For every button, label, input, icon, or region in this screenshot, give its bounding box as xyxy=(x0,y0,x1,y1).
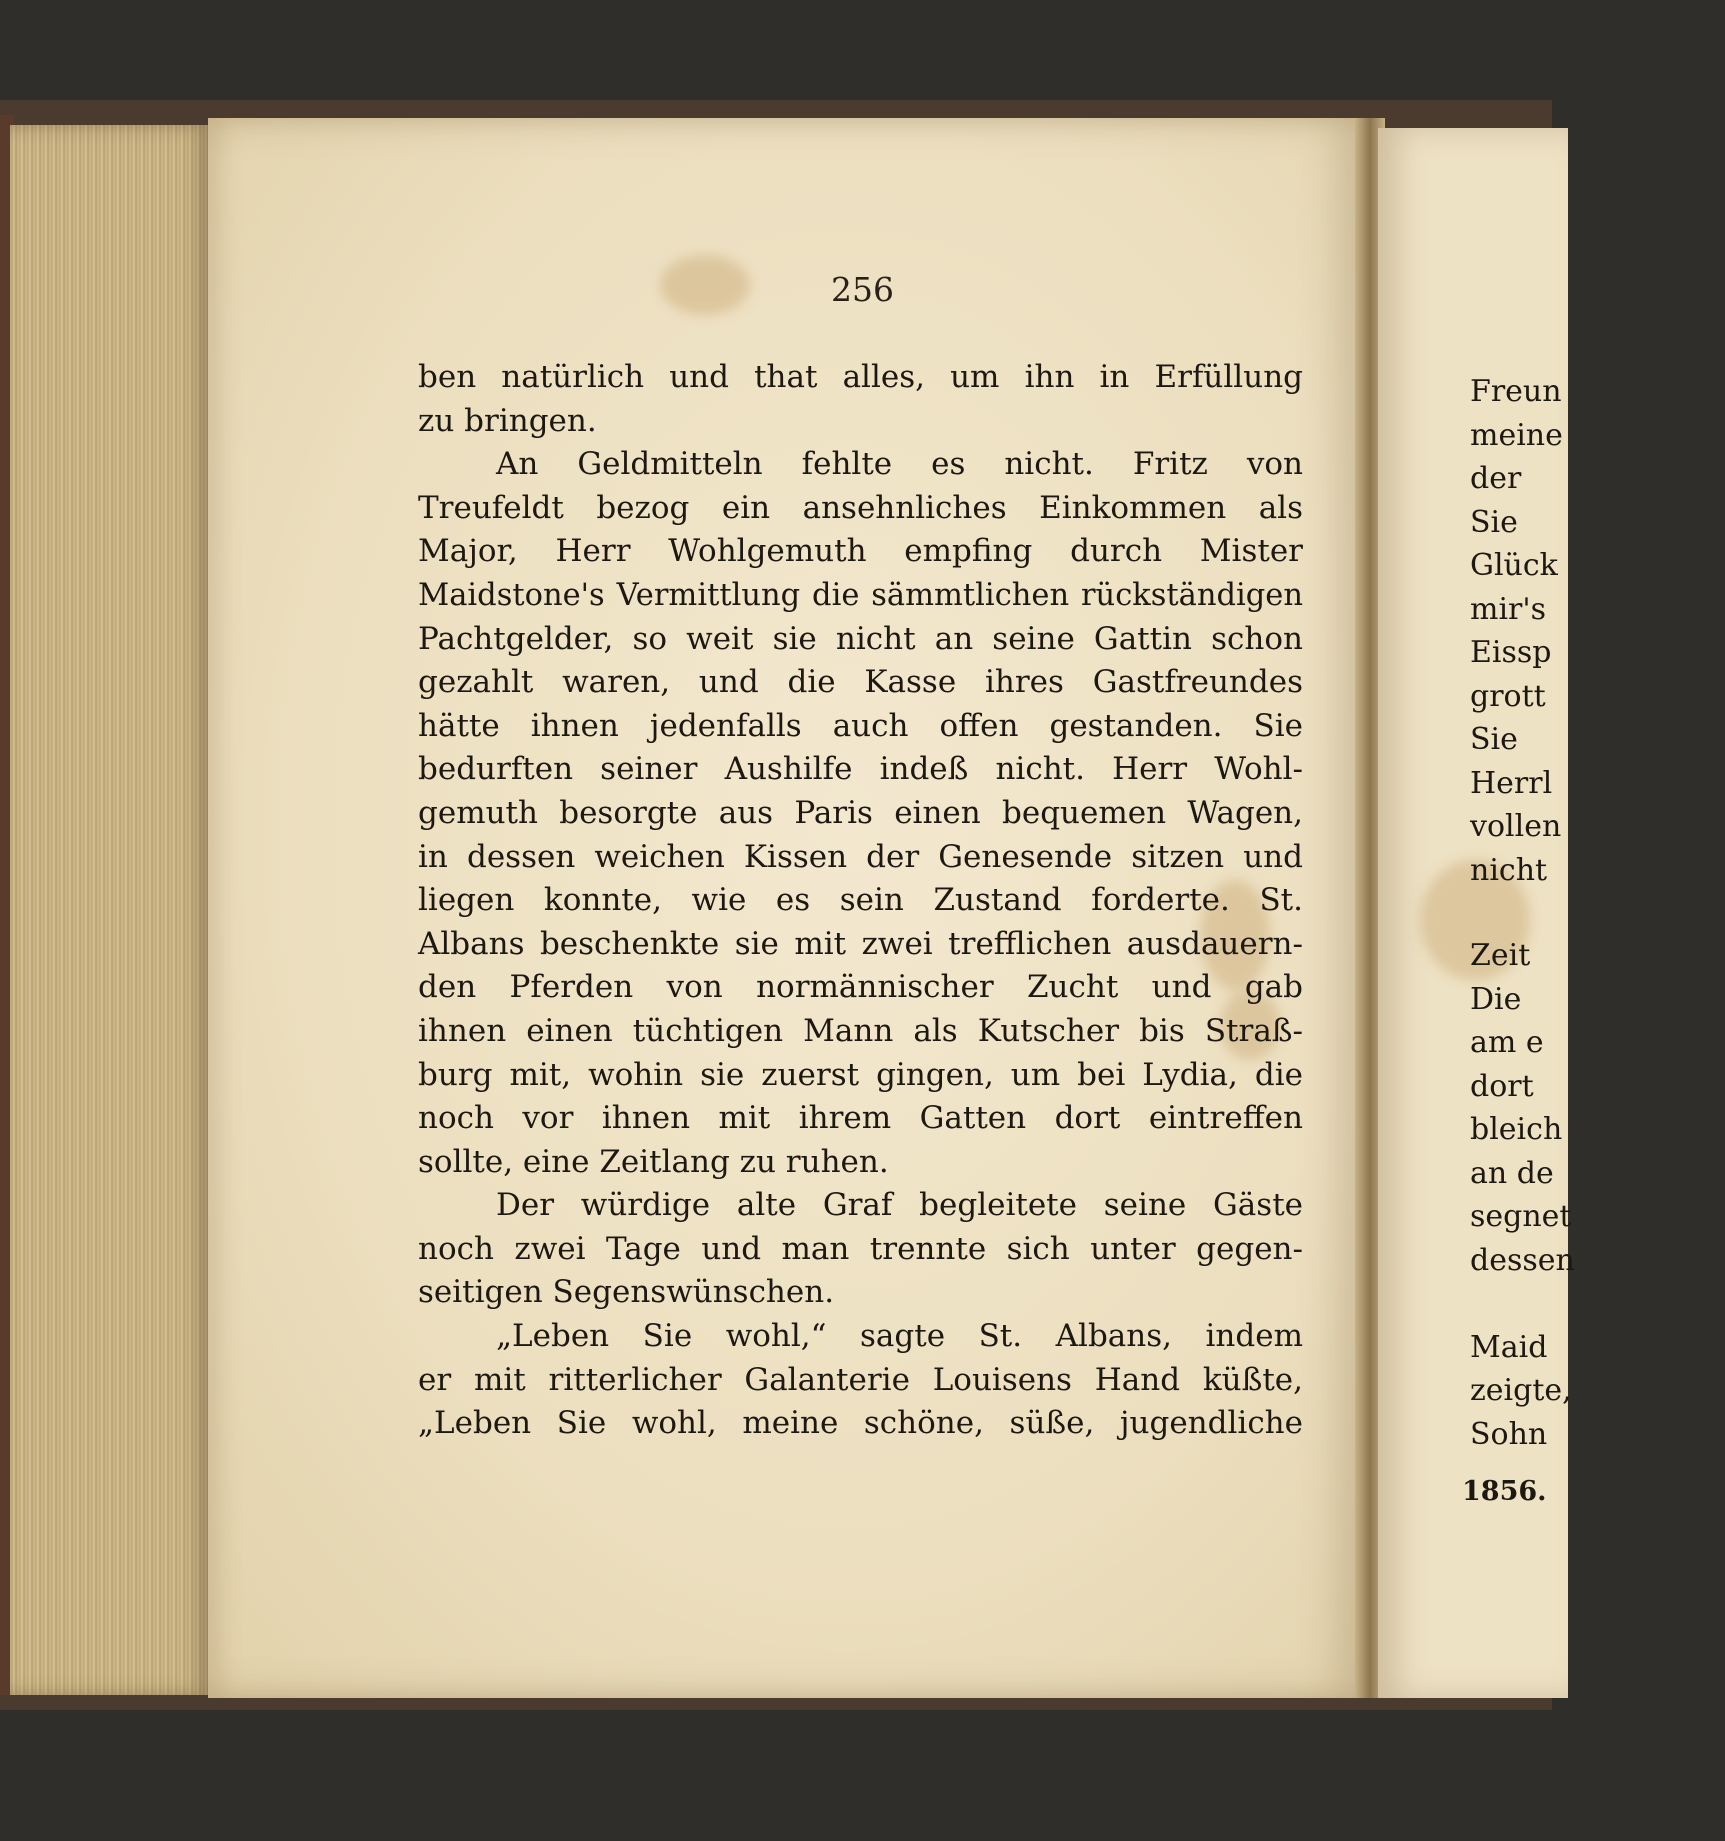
text-line: bleich xyxy=(1470,1112,1563,1147)
text-line: zu bringen. xyxy=(418,402,597,439)
text-line: Herrl xyxy=(1470,765,1553,801)
text-line: An Geldmitteln fehlte es nicht. Fritz von xyxy=(496,446,1303,483)
text-line: Maid xyxy=(1470,1329,1548,1365)
text-line: noch vor ihnen mit ihrem Gatten dort eintreffen xyxy=(418,1100,1303,1137)
text-line: „Leben Sie wohl, meine schöne, süße, jugendliche xyxy=(418,1405,1303,1442)
text-line: Sie xyxy=(1470,722,1518,757)
text-line: an de xyxy=(1470,1155,1554,1191)
text-line: dort xyxy=(1470,1068,1534,1104)
text-line: in dessen weichen Kissen der Genesende sitzen und xyxy=(418,838,1303,875)
text-line: zeigte, xyxy=(1470,1373,1572,1408)
text-line: Maidstone's Vermittlung die sämmtlichen rückständigen xyxy=(418,577,1303,613)
text-line: segnet xyxy=(1470,1199,1572,1234)
text-line: den Pferden von normännischer Zucht und gab xyxy=(418,969,1303,1006)
text-line: Albans beschenkte sie mit zwei trefflichen ausdauern- xyxy=(418,925,1303,962)
text-line: Sie xyxy=(1470,504,1518,540)
text-line: sollte, eine Zeitlang zu ruhen. xyxy=(418,1143,889,1180)
text-line: gemuth besorgte aus Paris einen bequemen Wagen, xyxy=(418,794,1303,831)
text-line: Eissp xyxy=(1470,635,1552,670)
right-page-year: 1856. xyxy=(1462,1476,1547,1507)
text-line: Der würdige alte Graf begleitete seine Gäste xyxy=(496,1187,1303,1224)
text-line: gezahlt waren, und die Kasse ihres Gastfreundes xyxy=(418,664,1303,701)
text-line: Treufeldt bezog ein ansehnliches Einkommen als xyxy=(418,489,1303,526)
text-line: vollen xyxy=(1470,809,1562,844)
text-line: er mit ritterlicher Galanterie Louisens Hand küßte, xyxy=(418,1361,1303,1398)
text-line: ben natürlich und that alles, um ihn in Erfüllung xyxy=(418,359,1303,395)
text-line: Freun xyxy=(1470,374,1562,409)
text-line: ihnen einen tüchtigen Mann als Kutscher bis Straß- xyxy=(418,1012,1303,1049)
text-line: Sohn xyxy=(1470,1416,1548,1452)
page-edges xyxy=(10,125,210,1695)
text-line: grott xyxy=(1470,678,1546,714)
text-line: meine xyxy=(1470,417,1563,453)
text-line: Glück xyxy=(1470,548,1558,583)
text-line: noch zwei Tage und man trennte sich unter gegen- xyxy=(418,1230,1303,1267)
text-line: der xyxy=(1470,461,1522,496)
text-line: liegen konnte, wie es sein Zustand forderte. St. xyxy=(418,882,1303,919)
text-line: bedurften seiner Aushilfe indeß nicht. Herr Wohl- xyxy=(418,751,1303,788)
text-line xyxy=(1470,1282,1560,1326)
text-line: nicht xyxy=(1470,852,1548,888)
text-line: dessen xyxy=(1470,1242,1575,1278)
text-line: burg mit, wohin sie zuerst gingen, um bei Lydia, die xyxy=(418,1056,1303,1093)
text-line: seitigen Segenswünschen. xyxy=(418,1274,835,1311)
page-number: 256 xyxy=(831,270,894,309)
text-line: am e xyxy=(1470,1025,1544,1060)
text-line: hätte ihnen jedenfalls auch offen gestanden. Sie xyxy=(418,707,1303,744)
right-page-text xyxy=(1470,370,1575,1456)
text-line: „Leben Sie wohl,“ sagte St. Albans, indem xyxy=(496,1318,1303,1355)
text-line: Pachtgelder, so weit sie nicht an seine Gattin schon xyxy=(418,620,1303,657)
text-line: mir's xyxy=(1470,591,1547,627)
text-line: Major, Herr Wohlgemuth empfing durch Mister xyxy=(418,533,1303,570)
text-line: Zeit xyxy=(1470,938,1531,973)
left-page-text xyxy=(418,356,1303,1446)
text-line: Die xyxy=(1470,981,1522,1017)
